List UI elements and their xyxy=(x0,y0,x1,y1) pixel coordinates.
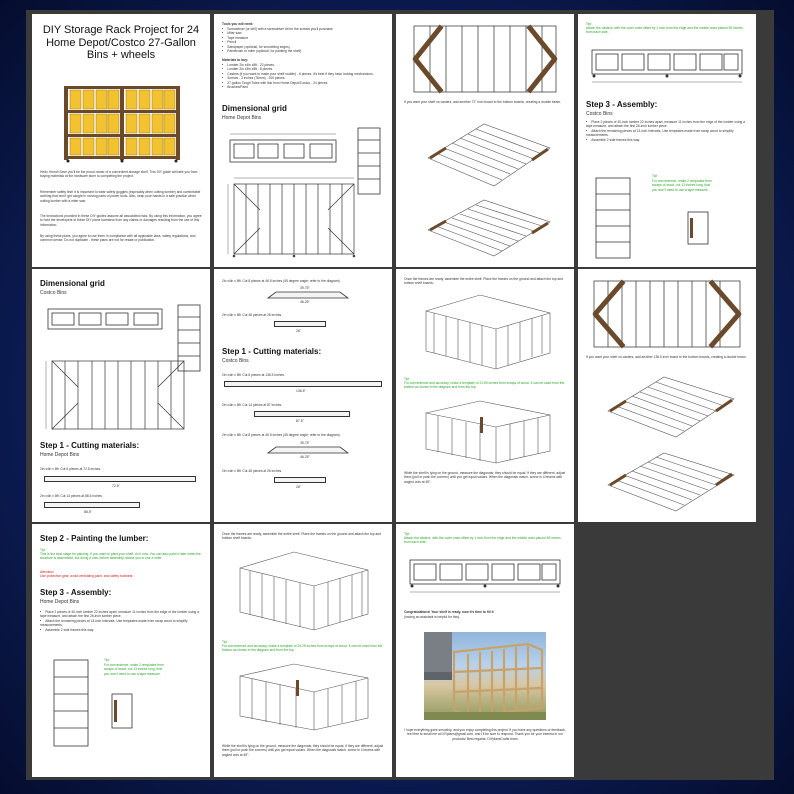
cut-2-bar xyxy=(44,502,140,508)
materials-item: • Screws - 3 inches (76mm) - 200 pieces. xyxy=(222,76,384,80)
attention-label: Attention! xyxy=(40,570,54,574)
cut-e-text: 2in x4in x 8ft: Cut 8 pieces at 46.5 inches (45 degree angle; refer to the diagram). xyxy=(222,433,341,437)
cutting-heading: Step 1 - Cutting materials: xyxy=(40,441,140,450)
finished-shelf-photo-shape xyxy=(424,632,546,720)
congrats-text: Congratulations! Your shelf is ready, now it's time to fill it xyxy=(404,610,494,614)
hd-templates-tip-text: For convenience, make 2 templates from scraps of wood, cut 13 inches long, that you won't need to use a tape measure. xyxy=(104,663,164,676)
templates-tip-label: Tip! xyxy=(652,174,658,178)
cover-safety: Remember safety first! It is important to wear safety goggles (especially when cutting lumber) and comfortable clothing that won't get caught in moving parts of power tools. Also, keep your hands in a safe position when cutting lumber with a miter saw. xyxy=(40,190,201,203)
cut-2-dim: 88.5" xyxy=(84,510,92,514)
page-5-costco-grid[interactable] xyxy=(32,269,210,522)
page-10-costco-shelf-assembly[interactable] xyxy=(214,524,392,777)
costco-template-tip-text: For convenience and accuracy, make a template of 20.25 inches from scraps of wood. It can be used from the bottom as shown in the diagram and from the top. xyxy=(222,644,383,653)
tools-item: • Tape measure xyxy=(222,36,384,40)
side-frame-ladder-diagram xyxy=(592,174,636,262)
cut-f-bar xyxy=(274,477,326,483)
tools-item: • Sandpaper (optional, for smoothing edges) xyxy=(222,45,384,49)
bracing-caption: If you want your shelf on casters, add another 72" inch board to the bottom boards, creating a double beam. xyxy=(404,100,562,104)
hd-assembly-step: • Place 2 pieces of 40-inch lumber 22 inches apart, measure 11 inches from the edge of the lumber using a tape measure, and attach the first 26-inch lumber piece. xyxy=(40,610,202,619)
costco-assembly-text-1: Once the frames are ready, assemble the entire shelf. Place the frames on the ground and attach the top and bottom shelf boards. xyxy=(222,532,382,541)
cover-title: DIY Storage Rack Project for 24 Home Depot/Costco 27-Gallon Bins + wheels xyxy=(42,24,200,62)
hd-assembly-heading: Step 3 - Assembly: xyxy=(40,588,112,597)
costco-cutting-sub: Costco Bins xyxy=(222,358,249,364)
cut-1-text: 2in x4in x 8ft: Cut 6 pieces at 72.5 inches. xyxy=(40,467,102,471)
cutting-sub: Home Depot Bins xyxy=(40,452,80,458)
cut-e-bot-dim: 46.25" xyxy=(300,455,310,459)
page-9-painting-assembly[interactable] xyxy=(32,524,210,777)
costco-perspective-bottom xyxy=(604,447,738,517)
page-3-bracing[interactable] xyxy=(396,14,574,267)
costco-bracing-caption: If you want your shelf on casters, add another 136.5 inch board to the bottom boards, creating a double beam. xyxy=(586,355,747,359)
cover-intro: Hello, friend! Save you'll be the proud owner of a convenient storage shelf. This DIY guide will take you from buying materials at the hardware store to completing the project. xyxy=(40,170,198,179)
cut-c-text: 2in x4in x 8ft: Cut 6 pieces at 136.5 inches. xyxy=(222,373,285,377)
final-casters-diagram xyxy=(406,550,564,596)
casters-front-diagram xyxy=(588,40,746,86)
cut-d-dim: 87.5" xyxy=(296,419,304,423)
cut-a-top-dim: 39.75" xyxy=(300,286,310,290)
costco-template-tip-label: Tip! xyxy=(222,640,228,644)
tools-item: • Paintbrush or roller (optional, for painting the shelf) xyxy=(222,49,384,53)
assembly-text-2: While the shelf is lying on the ground, measure the diagonals; they should be equal. If they are different, adjust them (pull or push the corners) until you get equal values. When the diagonals match, screw in 4 beams with angled cuts at 45°. xyxy=(404,471,566,484)
casters-tip-text: Attach the casters, with the outer ones offset by 1 inch from the edge and the middle ones placed 36 inches from each side. xyxy=(586,26,743,35)
costco-top-diagram xyxy=(42,353,192,437)
assembly-heading: Step 3 - Assembly: xyxy=(586,100,658,109)
materials-item: • Lumber 2in x3in x8ft - 8 pieces. xyxy=(222,67,384,71)
perspective-frame-top xyxy=(424,118,554,192)
template-block-diagram xyxy=(682,208,712,248)
assembly-sub: Costco Bins xyxy=(586,111,613,117)
tools-item: • Screwdriver (or drill) with a screwdriver bit for the screws you'll purchase xyxy=(222,27,384,31)
cut-b-bar xyxy=(274,321,326,327)
cut-1-dim: 72.5" xyxy=(112,484,120,488)
costco-grid-sub: Costco Bins xyxy=(40,290,67,296)
page-6-cutting-list[interactable] xyxy=(214,269,392,522)
tools-item: • Miter saw xyxy=(222,31,384,35)
cut-d-text: 2in x4in x 8ft: Cut 14 pieces at 87 inches. xyxy=(222,403,283,407)
shelf-perspective-middle xyxy=(420,397,556,467)
template-tip-label: Tip! xyxy=(404,377,410,381)
congrats-subtext: (having an assistant is helpful for this). xyxy=(404,615,461,619)
cut-a-angled-board xyxy=(268,291,348,299)
assembly-steps xyxy=(586,120,748,142)
materials-item: • 27-gallon Tough Totes with lids from Home Depot/Costco - 24 pieces. xyxy=(222,81,384,85)
page-11-casters-finished[interactable] xyxy=(396,524,574,777)
page-7-shelf-assembly[interactable] xyxy=(396,269,574,522)
cut-e-angled-board xyxy=(268,446,348,454)
hd-templates-tip-label: Tip! xyxy=(104,658,110,662)
template-tip-text: For convenience and accuracy, make a template of 21.50 inches from scraps of wood. It can be used from the bottom as shown in the diagram and from the top. xyxy=(404,381,565,390)
dimensional-grid-sub: Home Depot Bins xyxy=(222,115,262,121)
materials-item: • Lumber 2in x4in x8ft - 22 pieces. xyxy=(222,63,384,67)
hd-assembly-step: • Assemble 2 side frames this way. xyxy=(40,628,202,632)
cut-a-text: 2in x4in x 8ft: Cut 8 pieces at 46.5 inches (45 degree angle; refer to the diagram). xyxy=(222,279,341,283)
hd-assembly-steps xyxy=(40,610,202,632)
cover-terms: By using these plans, you agree to use them in compliance with all applicable laws, safety regulations, and common sense. Do not duplicate - these plans are not for resale or publication. xyxy=(40,234,196,243)
assembly-text-1: Once the frames are ready, assemble the entire shelf. Place the frames on the ground and attach the top and bottom shelf boards. xyxy=(404,277,564,286)
costco-cutting-heading: Step 1 - Cutting materials: xyxy=(222,347,322,356)
closing-text: I hope everything goes smoothly, and you enjoy completing this project. If you have any questions or feedback, feel free to email me at DIYplans@gmail.com, and I'll be sure to respond. Thank you for your interest in our products! Best regards, DIYplansCrafts team xyxy=(404,728,566,741)
hd-side-frame-diagram xyxy=(48,656,96,752)
final-tip-text: Attach the casters, with the outer ones offset by 1 inch from the edge and the middle ones placed 36 inches from each side. xyxy=(404,536,561,545)
assembly-step: • Place 2 pieces of 40-inch lumber 22 inches apart, measure 11 inches from the edge of the lumber using a tape measure, and attach the first 26-inch lumber piece. xyxy=(586,120,748,129)
cut-c-dim: 136.5" xyxy=(296,389,306,393)
hd-template-block xyxy=(106,690,138,734)
costco-grid-heading: Dimensional grid xyxy=(40,279,105,288)
dimensional-grid-heading: Dimensional grid xyxy=(222,104,287,113)
top-view-grid-diagram xyxy=(224,174,364,262)
page-2-tools-materials[interactable] xyxy=(214,14,392,267)
attention-text: Use protective gear, avoid ventilating paint, and safety footwear. xyxy=(40,574,134,578)
empty-slot xyxy=(578,524,756,777)
hd-assembly-sub: Home Depot Bins xyxy=(40,599,80,605)
cut-1-bar xyxy=(44,476,196,482)
final-tip-label: Tip! xyxy=(404,532,410,536)
costco-shelf-top xyxy=(234,548,374,636)
perspective-frame-bottom xyxy=(424,196,554,262)
painting-tip-text: This is the best stage for painting. If you want to paint your shelf, do it now. You can also paint it later when the structure is assembled, but doing it now, before assembly, allows you to use a roller. xyxy=(40,552,201,561)
shelf-perspective-top xyxy=(420,291,556,373)
costco-assembly-text-2: While the shelf is lying on the ground, measure the diagonals; they should be equal. If they are different, adjust them (pull or push the corners) until you get equal values. When the diagonals match, screw in 4 beams with angled cuts at 45°. xyxy=(222,744,384,757)
painting-heading: Step 2 - Painting the lumber: xyxy=(40,534,149,543)
storage-rack-illustration xyxy=(60,84,184,162)
casters-tip-label: Tip! xyxy=(586,22,592,26)
painting-tip-label: Tip! xyxy=(40,548,46,552)
assembly-step: • Assemble 2 side frames this way. xyxy=(586,138,748,142)
costco-front-diagram xyxy=(46,303,164,333)
tools-item: • Pencil xyxy=(222,40,384,44)
cut-b-dim: 26" xyxy=(296,329,301,333)
page-1-cover[interactable] xyxy=(32,14,210,267)
cut-c-bar xyxy=(224,381,382,387)
cut-e-top-dim: 39.75" xyxy=(300,441,310,445)
tools-heading: Tools you will need: xyxy=(222,22,254,26)
materials-item: • Brushes/Paint xyxy=(222,85,384,89)
page-8-bracing-costco[interactable] xyxy=(578,269,756,522)
thumbnail-grid xyxy=(26,10,774,780)
frame-with-braces-diagram xyxy=(410,22,560,96)
materials-heading: Materials to buy: xyxy=(222,58,249,62)
cut-a-bot-dim: 46.25" xyxy=(300,300,310,304)
costco-perspective-top xyxy=(604,371,738,443)
costco-shelf-middle xyxy=(234,660,374,736)
cut-b-text: 2in x4in x 8ft: Cut 48 pieces at 26 inches. xyxy=(222,313,283,317)
materials-item: • Casters (if you want to make your shelf mobile) - 6 pieces. It's best if they have locking mechanisms. xyxy=(222,72,384,76)
cut-d-bar xyxy=(254,411,350,417)
hd-assembly-step: • Attach the remaining pieces at 13-inch intervals. Use templates made from scrap wood to simplify measurements. xyxy=(40,619,202,628)
costco-frame-braces xyxy=(590,277,744,351)
page-4-casters-assembly[interactable] xyxy=(578,14,756,267)
templates-tip-text: For convenience, make 2 templates from scraps of wood, cut 13 inches long, that you won't need to use a tape measure. xyxy=(652,179,712,192)
tools-list xyxy=(222,27,384,54)
cover-note: The instructions provided in these DIY guides assume all associated risks. By using this information, you agree to hold the developers of these DIY plans harmless from any claims or damages resulting from the use of this information. xyxy=(40,214,202,227)
front-grid-diagram xyxy=(228,126,338,166)
cut-2-text: 2in x4in x 8ft: Cut 14 pieces at 88.5 inches. xyxy=(40,494,103,498)
materials-list xyxy=(222,63,384,90)
finished-shelf-photo xyxy=(424,632,546,720)
cut-f-dim: 26" xyxy=(296,485,301,489)
cut-f-text: 2in x4in x 8ft: Cut 48 pieces at 26 inches. xyxy=(222,469,283,473)
assembly-step: • Attach the remaining pieces at 13-inch intervals. Use templates made from scrap wood to simplify measurements. xyxy=(586,129,748,138)
